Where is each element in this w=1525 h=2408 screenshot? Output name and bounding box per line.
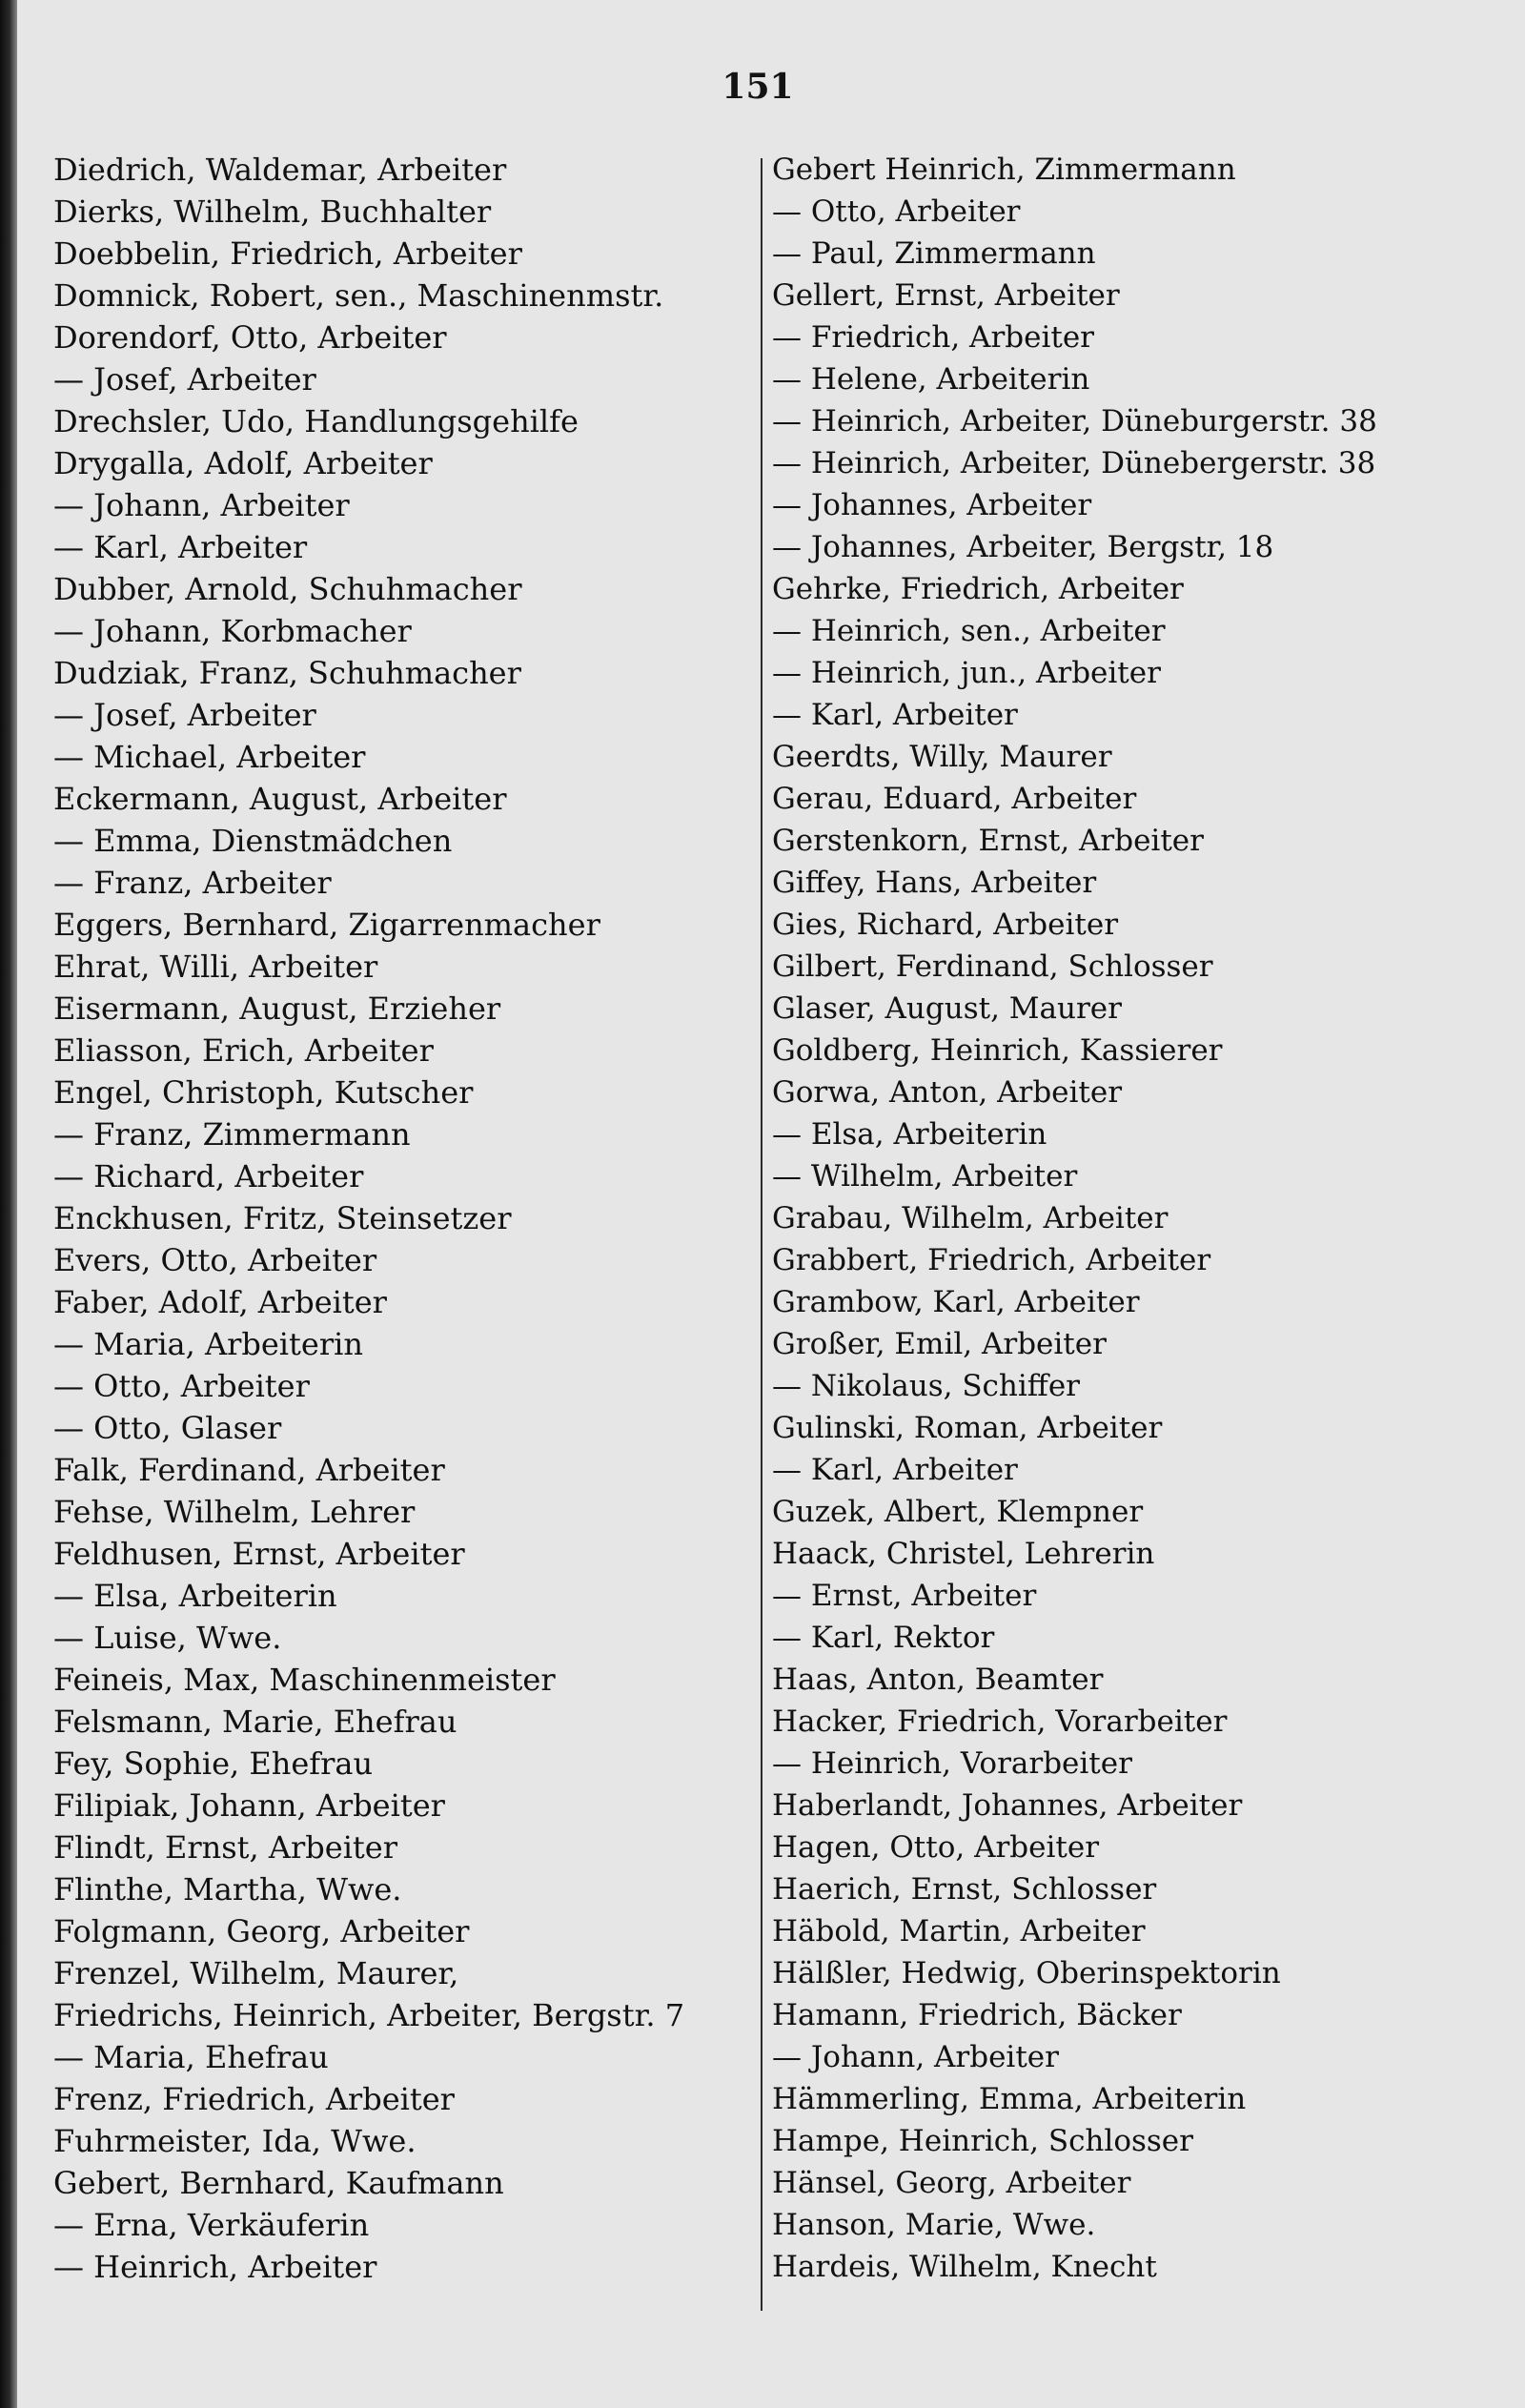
directory-entry: Gebert, Bernhard, Kaufmann (53, 2165, 504, 2201)
directory-entry: Haberlandt, Johannes, Arbeiter (772, 1788, 1243, 1823)
directory-entry: Ehrat, Willi, Arbeiter (53, 949, 378, 985)
directory-entry: Folgmann, Georg, Arbeiter (53, 1913, 470, 1949)
directory-entry: — Otto, Arbeiter (772, 194, 1021, 229)
directory-entry: — Elsa, Arbeiterin (772, 1117, 1047, 1152)
directory-entry: Drechsler, Udo, Handlungsgehilfe (53, 403, 579, 439)
directory-entry: Goldberg, Heinrich, Kassierer (772, 1033, 1223, 1068)
directory-entry: — Nikolaus, Schiffer (772, 1369, 1080, 1403)
directory-entry: Eggers, Bernhard, Zigarrenmacher (53, 907, 600, 943)
directory-entry: Geerdts, Willy, Maurer (772, 740, 1112, 774)
directory-entry: Großer, Emil, Arbeiter (772, 1327, 1107, 1361)
directory-entry: — Karl, Arbeiter (772, 698, 1018, 732)
directory-entry: Hardeis, Wilhelm, Knecht (772, 2250, 1157, 2284)
directory-entry: — Maria, Ehefrau (53, 2039, 329, 2075)
directory-entry: — Heinrich, Arbeiter (53, 2249, 377, 2285)
page-number-text: 151 (722, 67, 794, 107)
directory-entry: Diedrich, Waldemar, Arbeiter (53, 152, 507, 188)
directory-entry: Evers, Otto, Arbeiter (53, 1242, 377, 1278)
directory-entry: — Otto, Arbeiter (53, 1368, 310, 1404)
directory-entry: Hanson, Marie, Wwe. (772, 2208, 1096, 2242)
directory-entry: — Johann, Korbmacher (53, 613, 412, 649)
directory-entry: — Richard, Arbeiter (53, 1158, 364, 1194)
directory-entry: Doebbelin, Friedrich, Arbeiter (53, 235, 522, 272)
directory-entry: Haerich, Ernst, Schlosser (772, 1872, 1157, 1907)
directory-entry: Hälßler, Hedwig, Oberinspektorin (772, 1956, 1281, 1990)
directory-entry: — Johann, Arbeiter (53, 487, 350, 523)
directory-entry: Grabbert, Friedrich, Arbeiter (772, 1243, 1211, 1277)
directory-entry: Flindt, Ernst, Arbeiter (53, 1829, 398, 1866)
directory-entry: Gorwa, Anton, Arbeiter (772, 1075, 1123, 1110)
directory-entry: Grabau, Wilhelm, Arbeiter (772, 1201, 1169, 1235)
directory-entry: — Heinrich, Arbeiter, Düneburgerstr. 38 (772, 404, 1377, 439)
directory-entry: — Josef, Arbeiter (53, 361, 316, 398)
directory-entry: — Michael, Arbeiter (53, 739, 366, 775)
directory-entry: Hänsel, Georg, Arbeiter (772, 2166, 1131, 2200)
directory-entry: — Paul, Zimmermann (772, 236, 1096, 271)
directory-entry: — Karl, Rektor (772, 1621, 995, 1655)
directory-entry: Friedrichs, Heinrich, Arbeiter, Bergstr. 7 (53, 1997, 685, 2033)
directory-entry: — Karl, Arbeiter (772, 1453, 1018, 1487)
directory-entry: — Johannes, Arbeiter, Bergstr, 18 (772, 530, 1274, 564)
directory-entry: Grambow, Karl, Arbeiter (772, 1285, 1140, 1319)
directory-entry: — Wilhelm, Arbeiter (772, 1159, 1078, 1194)
directory-entry: Eliasson, Erich, Arbeiter (53, 1032, 434, 1069)
directory-entry: — Heinrich, Arbeiter, Dünebergerstr. 38 (772, 446, 1376, 480)
directory-entry: Gebert Heinrich, Zimmermann (772, 153, 1236, 187)
directory-entry: Fuhrmeister, Ida, Wwe. (53, 2123, 417, 2159)
directory-entry: Filipiak, Johann, Arbeiter (53, 1787, 445, 1824)
directory-entry: Glaser, August, Maurer (772, 991, 1122, 1026)
left-column (53, 149, 749, 2288)
directory-entry: Eckermann, August, Arbeiter (53, 781, 507, 817)
directory-entry: Gulinski, Roman, Arbeiter (772, 1411, 1163, 1445)
directory-entry: — Emma, Dienstmädchen (53, 823, 453, 859)
directory-entry: — Erna, Verkäuferin (53, 2207, 370, 2243)
directory-entry: — Karl, Arbeiter (53, 529, 308, 565)
directory-entry: Hacker, Friedrich, Vorarbeiter (772, 1704, 1228, 1739)
column-divider (761, 158, 762, 2311)
directory-entry: Flinthe, Martha, Wwe. (53, 1871, 402, 1908)
directory-entry: Gerstenkorn, Ernst, Arbeiter (772, 824, 1204, 858)
directory-entry: Dubber, Arnold, Schuhmacher (53, 571, 522, 607)
directory-entry: Feldhusen, Ernst, Arbeiter (53, 1536, 465, 1572)
directory-entry: Dorendorf, Otto, Arbeiter (53, 319, 447, 356)
directory-entry: Frenzel, Wilhelm, Maurer, (53, 1955, 459, 1991)
directory-entry: Giffey, Hans, Arbeiter (772, 866, 1097, 900)
directory-entry: Dudziak, Franz, Schuhmacher (53, 655, 521, 691)
directory-entry: Gehrke, Friedrich, Arbeiter (772, 572, 1184, 606)
directory-entry: — Helene, Arbeiterin (772, 362, 1090, 397)
directory-entry: — Franz, Arbeiter (53, 865, 332, 901)
directory-entry: Faber, Adolf, Arbeiter (53, 1284, 387, 1320)
directory-entry: Gellert, Ernst, Arbeiter (772, 278, 1120, 313)
right-column (772, 149, 1496, 2288)
directory-entry: Haas, Anton, Beamter (772, 1663, 1104, 1697)
directory-entry: Hämmerling, Emma, Arbeiterin (772, 2082, 1247, 2116)
directory-entry: Häbold, Martin, Arbeiter (772, 1914, 1146, 1949)
directory-entry: Gilbert, Ferdinand, Schlosser (772, 949, 1213, 984)
directory-entry: — Maria, Arbeiterin (53, 1326, 363, 1362)
directory-entry: Enckhusen, Fritz, Steinsetzer (53, 1200, 512, 1236)
directory-entry: Guzek, Albert, Klempner (772, 1495, 1144, 1529)
directory-entry: Hamann, Friedrich, Bäcker (772, 1998, 1182, 2032)
directory-entry: Gies, Richard, Arbeiter (772, 908, 1119, 942)
directory-entry: Fehse, Wilhelm, Lehrer (53, 1494, 416, 1530)
directory-entry: Fey, Sophie, Ehefrau (53, 1745, 374, 1782)
directory-entry: Felsmann, Marie, Ehefrau (53, 1704, 458, 1740)
directory-entry: Frenz, Friedrich, Arbeiter (53, 2081, 455, 2117)
page-number (0, 67, 1525, 107)
directory-entry: — Johann, Arbeiter (772, 2040, 1059, 2074)
directory-entry: Hagen, Otto, Arbeiter (772, 1830, 1100, 1865)
directory-entry: — Otto, Glaser (53, 1410, 282, 1446)
directory-entry: — Friedrich, Arbeiter (772, 320, 1094, 355)
directory-entry: Haack, Christel, Lehrerin (772, 1537, 1155, 1571)
directory-entry: — Franz, Zimmermann (53, 1116, 411, 1153)
directory-entry: Eisermann, August, Erzieher (53, 990, 501, 1027)
directory-entry: Drygalla, Adolf, Arbeiter (53, 445, 433, 481)
directory-entry: Hampe, Heinrich, Schlosser (772, 2124, 1193, 2158)
book-binding-edge (0, 0, 17, 2408)
directory-entry: Dierks, Wilhelm, Buchhalter (53, 194, 492, 230)
directory-entry: — Ernst, Arbeiter (772, 1579, 1037, 1613)
directory-entry: — Luise, Wwe. (53, 1620, 282, 1656)
directory-entry: Domnick, Robert, sen., Maschinenmstr. (53, 277, 664, 314)
directory-entry: Falk, Ferdinand, Arbeiter (53, 1452, 445, 1488)
directory-entry: — Heinrich, sen., Arbeiter (772, 614, 1166, 648)
directory-entry: Engel, Christoph, Kutscher (53, 1074, 474, 1111)
directory-entry: Gerau, Eduard, Arbeiter (772, 782, 1137, 816)
directory-entry: — Josef, Arbeiter (53, 697, 316, 733)
directory-entry: — Heinrich, Vorarbeiter (772, 1746, 1132, 1781)
directory-entry: Feineis, Max, Maschinenmeister (53, 1662, 556, 1698)
directory-entry: — Johannes, Arbeiter (772, 488, 1092, 522)
directory-entry: — Elsa, Arbeiterin (53, 1578, 337, 1614)
directory-entry: — Heinrich, jun., Arbeiter (772, 656, 1161, 690)
